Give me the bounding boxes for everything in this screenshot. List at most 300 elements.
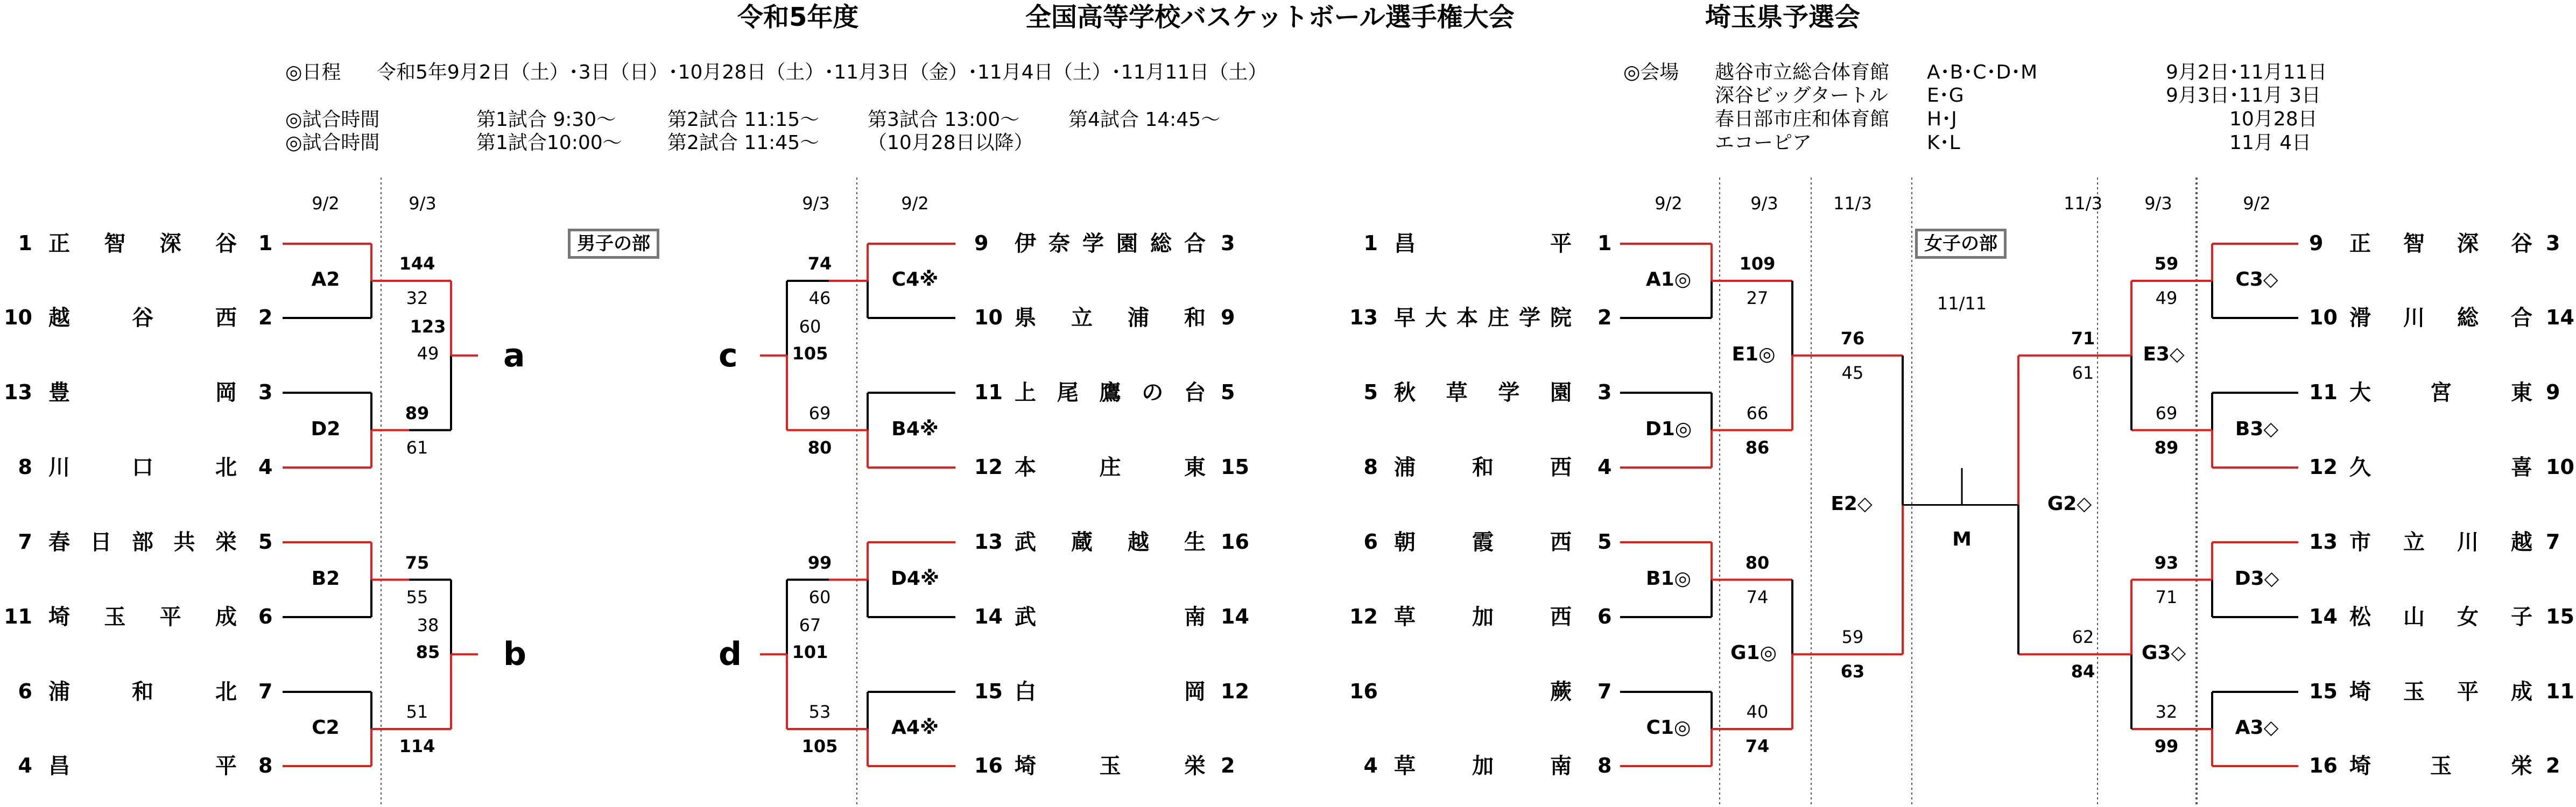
team-seed: 1 xyxy=(18,231,32,255)
team-seed: 4 xyxy=(18,754,32,777)
team-name-char: 久 xyxy=(2349,455,2371,480)
team-slot: 3 xyxy=(258,380,273,404)
team-name-char: 台 xyxy=(1184,380,1206,405)
team-seed: 7 xyxy=(2546,530,2560,554)
team-name-char: 草 xyxy=(1394,605,1416,629)
team-name-char: 東 xyxy=(1184,455,1206,480)
team-name-char: 園 xyxy=(1550,380,1572,405)
game-label: G1◎ xyxy=(1730,642,1777,664)
team-slot: 2 xyxy=(258,306,273,329)
team-name-char: 栄 xyxy=(215,530,237,555)
team-name xyxy=(1394,307,1572,329)
team-name-char: 武 xyxy=(1015,605,1036,629)
team-name-char: 加 xyxy=(1472,605,1494,629)
team-slot: 2 xyxy=(1597,306,1612,329)
game-label: B3◇ xyxy=(2235,417,2279,440)
team-slot: 13 xyxy=(974,530,1003,554)
team-name-char: 蔵 xyxy=(1071,530,1093,555)
team-name xyxy=(2349,233,2532,254)
round-date-header: 9/3 xyxy=(802,193,830,214)
team-name-char: 南 xyxy=(1550,754,1572,778)
team-name-char: 栄 xyxy=(2511,754,2532,778)
score: 84 xyxy=(2071,661,2095,682)
score: 85 xyxy=(416,642,440,663)
team-name-char: 生 xyxy=(1184,530,1206,555)
team-slot: 10 xyxy=(2309,306,2338,329)
score: 49 xyxy=(2155,288,2178,308)
team-name-char: 総 xyxy=(2457,306,2479,330)
team-name-char: 東 xyxy=(2511,380,2532,405)
score: 60 xyxy=(799,316,821,337)
team-seed: 2 xyxy=(2546,754,2560,777)
score: 63 xyxy=(1840,661,1865,682)
game-label: A1◎ xyxy=(1645,268,1692,291)
team-name-char: 白 xyxy=(1015,679,1036,704)
team-name xyxy=(48,457,237,478)
team-name xyxy=(1015,382,1206,404)
team-slot: 4 xyxy=(1597,455,1612,479)
team-name xyxy=(1394,606,1572,628)
game-label: E3◇ xyxy=(2143,343,2185,365)
score: 51 xyxy=(406,702,428,722)
venue-name: 越谷市立総合体育館 xyxy=(1715,61,1890,83)
team-name-char: 立 xyxy=(2403,530,2425,555)
team-seed: 2 xyxy=(1221,754,1235,777)
schedule-label: ◎日程 xyxy=(285,61,341,83)
team-slot: 13 xyxy=(2309,530,2338,554)
team-slot: 3 xyxy=(1597,380,1612,404)
team-name xyxy=(1015,606,1206,628)
team-name-char: 春 xyxy=(48,530,70,555)
score: 61 xyxy=(2072,362,2094,383)
score: 60 xyxy=(808,586,831,607)
game-label: B4※ xyxy=(891,417,939,440)
bracket-result-label: d xyxy=(719,635,742,674)
team-name xyxy=(1015,457,1206,478)
team-seed: 15 xyxy=(1221,455,1249,479)
bracket-result-label: c xyxy=(719,336,738,374)
score: 61 xyxy=(406,437,428,458)
team-slot: 11 xyxy=(2309,380,2338,404)
score: 32 xyxy=(2155,702,2178,722)
boys-section-label: 男子の部 xyxy=(568,229,659,259)
game-label: E1◎ xyxy=(1732,343,1776,365)
team-slot: 14 xyxy=(974,605,1003,628)
bracket-result-label: b xyxy=(503,635,526,674)
score: 123 xyxy=(410,316,446,337)
round-date-header: 9/3 xyxy=(409,193,437,214)
team-slot: 12 xyxy=(2309,455,2338,479)
team-name-char: 学 xyxy=(1082,231,1104,256)
team-name-char: 県 xyxy=(1015,306,1036,330)
game-label: D4※ xyxy=(891,567,939,590)
team-seed: 10 xyxy=(4,306,32,329)
team-name-char: 松 xyxy=(2349,605,2371,629)
team-slot: 5 xyxy=(1597,530,1612,554)
team-name-char: 正 xyxy=(48,231,70,256)
team-seed: 5 xyxy=(1363,380,1378,404)
time-1-2: 第2試合 11:15～ xyxy=(667,109,820,131)
score: 105 xyxy=(801,736,838,756)
game-label: C2 xyxy=(312,717,340,739)
round-date-header: 11/3 xyxy=(2064,193,2102,214)
team-name-char: 栄 xyxy=(1184,754,1206,778)
team-name-char: 蕨 xyxy=(1550,679,1572,704)
venue-label: ◎会場 xyxy=(1623,61,1679,83)
team-name xyxy=(48,532,237,553)
team-name-char: 西 xyxy=(1550,455,1572,480)
team-name-char: 上 xyxy=(1015,380,1036,405)
score: 109 xyxy=(1739,253,1776,274)
score: 62 xyxy=(2072,627,2094,648)
time-2-3: （10月28日以降） xyxy=(868,132,1033,154)
team-name-char: 口 xyxy=(132,455,153,480)
score: 74 xyxy=(1745,736,1770,756)
team-name-char: 埼 xyxy=(2349,679,2371,704)
team-seed: 11 xyxy=(2546,679,2574,703)
team-name-char: 平 xyxy=(2457,679,2479,704)
final-date: 11/11 xyxy=(1937,293,1987,314)
team-name-char: 尾 xyxy=(1057,380,1079,405)
time-label-2: ◎試合時間 xyxy=(285,132,380,154)
time-label-1: ◎試合時間 xyxy=(285,109,380,131)
venue-name: 深谷ビッグタートル xyxy=(1715,84,1888,107)
team-name xyxy=(1394,457,1572,478)
round-date-header: 11/3 xyxy=(1833,193,1872,214)
time-1-1: 第1試合 9:30～ xyxy=(476,109,616,131)
team-name-char: 市 xyxy=(2349,530,2371,555)
venue-dates: 9月3日･11月 3日 xyxy=(2166,84,2321,107)
team-slot: 9 xyxy=(974,231,989,255)
team-name-char: 喜 xyxy=(2511,455,2532,480)
team-name xyxy=(1015,681,1206,703)
team-name-char: 院 xyxy=(1550,306,1572,330)
score: 99 xyxy=(2154,736,2179,756)
team-name-char: 滑 xyxy=(2349,306,2371,330)
team-name-char: 本 xyxy=(1456,306,1478,330)
game-label: E2◇ xyxy=(1831,492,1873,515)
team-name-char: 学 xyxy=(1498,380,1520,405)
team-name-char: 玉 xyxy=(1099,754,1121,778)
team-name-char: 正 xyxy=(2349,231,2371,256)
venue-courts: K･L xyxy=(1927,132,1960,154)
team-name xyxy=(2349,532,2532,553)
game-label: D3◇ xyxy=(2234,567,2279,590)
venue-dates: 11月 4日 xyxy=(2229,132,2312,154)
team-seed: 6 xyxy=(1363,530,1378,554)
team-name xyxy=(1394,681,1572,703)
score: 46 xyxy=(808,288,831,308)
team-name-char: 越 xyxy=(1128,530,1149,555)
game-label: C3◇ xyxy=(2235,268,2278,291)
team-name-char: 智 xyxy=(104,231,126,256)
team-name-char: 川 xyxy=(48,455,70,480)
title-year: 令和5年度 xyxy=(737,2,859,32)
team-seed: 16 xyxy=(1349,679,1378,703)
round-date-header: 9/2 xyxy=(901,193,929,214)
team-name-char: 部 xyxy=(132,530,153,555)
team-name-char: 武 xyxy=(1015,530,1036,555)
team-name-char: 智 xyxy=(2403,231,2425,256)
round-date-header: 9/2 xyxy=(1655,193,1683,214)
team-name xyxy=(2349,307,2532,329)
team-name-char: 女 xyxy=(2457,605,2479,629)
bracket-result-label: a xyxy=(503,336,525,374)
score: 80 xyxy=(1745,552,1770,573)
game-label: D2 xyxy=(311,417,341,440)
team-name-char: 浦 xyxy=(1128,306,1149,330)
time-1-3: 第3試合 13:00～ xyxy=(868,109,1020,131)
team-name-char: 玉 xyxy=(2403,679,2425,704)
team-name-char: 大 xyxy=(2349,380,2371,405)
team-seed: 11 xyxy=(4,605,32,628)
team-name xyxy=(2349,681,2532,703)
team-name-char: 玉 xyxy=(2430,754,2452,778)
team-slot: 12 xyxy=(974,455,1003,479)
team-name-char: 大 xyxy=(1425,306,1447,330)
score: 59 xyxy=(1841,627,1864,648)
team-name xyxy=(2349,755,2532,777)
round-date-header: 9/2 xyxy=(312,193,340,214)
team-name xyxy=(48,382,237,404)
score: 74 xyxy=(1746,586,1769,607)
team-slot: 8 xyxy=(258,754,273,777)
score: 27 xyxy=(1746,288,1769,308)
team-name-char: 秋 xyxy=(1394,380,1416,405)
team-slot: 1 xyxy=(258,231,273,255)
team-seed: 13 xyxy=(4,380,32,404)
game-label: D1◎ xyxy=(1645,417,1692,440)
team-slot: 6 xyxy=(1597,605,1612,628)
team-name xyxy=(1015,307,1206,329)
score: 38 xyxy=(417,615,439,636)
game-label: C4※ xyxy=(891,268,939,291)
venue-courts: E･G xyxy=(1927,84,1964,107)
team-name-char: 平 xyxy=(159,605,181,629)
team-name-char: 庄 xyxy=(1488,306,1509,330)
team-seed: 5 xyxy=(1221,380,1235,404)
team-name-char: 山 xyxy=(2403,605,2425,629)
team-seed: 9 xyxy=(1221,306,1235,329)
team-slot: 16 xyxy=(974,754,1003,777)
team-slot: 14 xyxy=(2309,605,2338,628)
team-name-char: 谷 xyxy=(132,306,153,330)
venue-courts: H･J xyxy=(1927,108,1957,130)
team-name xyxy=(1394,382,1572,404)
score: 99 xyxy=(807,552,832,573)
team-seed: 15 xyxy=(2546,605,2574,628)
team-seed: 12 xyxy=(1349,605,1378,628)
team-seed: 10 xyxy=(2546,455,2574,479)
team-name-char: 岡 xyxy=(1184,679,1206,704)
team-name-char: 子 xyxy=(2511,605,2532,629)
team-name-char: 朝 xyxy=(1394,530,1416,555)
team-name xyxy=(2349,382,2532,404)
score: 74 xyxy=(807,253,832,274)
score: 80 xyxy=(807,437,832,458)
score: 40 xyxy=(1746,702,1769,722)
team-seed: 14 xyxy=(1221,605,1249,628)
time-2-1: 第1試合10:00～ xyxy=(476,132,622,154)
venue-courts: A･B･C･D･M xyxy=(1927,61,2038,83)
score: 105 xyxy=(792,343,828,364)
team-name xyxy=(1015,532,1206,553)
team-name-char: 合 xyxy=(1184,231,1206,256)
team-name-char: 北 xyxy=(215,679,237,704)
team-slot: 16 xyxy=(2309,754,2338,777)
team-name-char: 加 xyxy=(1472,754,1494,778)
team-name-char: 浦 xyxy=(1394,455,1416,480)
game-label: G3◇ xyxy=(2141,642,2186,664)
team-name-char: 越 xyxy=(48,306,70,330)
score: 45 xyxy=(1841,362,1864,383)
team-name-char: 学 xyxy=(1519,306,1540,330)
score: 89 xyxy=(405,402,430,423)
team-name-char: 園 xyxy=(1116,231,1138,256)
score: 53 xyxy=(808,702,831,722)
team-slot: 7 xyxy=(258,679,273,703)
score: 69 xyxy=(808,402,831,423)
team-name-char: 深 xyxy=(2457,231,2479,256)
score: 93 xyxy=(2154,552,2179,573)
game-label: G2◇ xyxy=(2047,492,2092,515)
team-name-char: 日 xyxy=(90,530,112,555)
team-seed: 16 xyxy=(1221,530,1249,554)
score: 76 xyxy=(1840,328,1865,349)
team-name xyxy=(1015,233,1206,254)
game-label: A2 xyxy=(311,268,340,291)
score: 49 xyxy=(417,343,439,364)
team-slot: 5 xyxy=(258,530,273,554)
team-seed: 13 xyxy=(1349,306,1378,329)
venue-dates: 9月2日･11月11日 xyxy=(2166,61,2327,83)
score: 144 xyxy=(399,253,435,274)
score: 71 xyxy=(2155,586,2178,607)
team-name-char: 浦 xyxy=(48,679,70,704)
team-name-char: 埼 xyxy=(1015,754,1036,778)
team-name xyxy=(1015,755,1206,777)
team-name-char: 平 xyxy=(215,754,237,778)
team-seed: 7 xyxy=(18,530,32,554)
team-slot: 7 xyxy=(1597,679,1612,703)
team-name-char: 越 xyxy=(2511,530,2532,555)
team-name xyxy=(2349,457,2532,478)
team-seed: 8 xyxy=(1363,455,1378,479)
girls-section-label: 女子の部 xyxy=(1915,229,2007,259)
team-name-char: 和 xyxy=(132,679,153,704)
team-name-char: 伊 xyxy=(1015,231,1036,256)
team-slot: 9 xyxy=(2309,231,2324,255)
team-name-char: 埼 xyxy=(48,605,70,629)
team-name-char: 谷 xyxy=(2511,231,2532,256)
score: 32 xyxy=(406,288,428,308)
team-name-char: 岡 xyxy=(215,380,237,405)
team-name xyxy=(48,606,237,628)
score: 69 xyxy=(2155,402,2178,423)
team-name-char: 川 xyxy=(2403,306,2425,330)
team-name-char: 平 xyxy=(1550,231,1572,256)
score: 67 xyxy=(799,615,821,636)
venue-dates: 10月28日 xyxy=(2229,108,2318,130)
team-name xyxy=(48,755,237,777)
team-seed: 9 xyxy=(2546,380,2560,404)
team-name-char: 草 xyxy=(1446,380,1468,405)
score: 66 xyxy=(1746,402,1769,423)
team-name-char: 成 xyxy=(2511,679,2532,704)
team-name-char: 立 xyxy=(1071,306,1093,330)
team-slot: 11 xyxy=(974,380,1003,404)
title-region: 埼玉県予選会 xyxy=(1705,2,1861,32)
team-name-char: 本 xyxy=(1015,455,1036,480)
score: 114 xyxy=(399,736,435,756)
team-name-char: 玉 xyxy=(104,605,126,629)
team-name-char: 谷 xyxy=(215,231,237,256)
team-seed: 6 xyxy=(18,679,32,703)
team-seed: 12 xyxy=(1221,679,1249,703)
team-seed: 1 xyxy=(1363,231,1378,255)
team-name xyxy=(2349,606,2532,628)
score: 89 xyxy=(2154,437,2179,458)
team-seed: 3 xyxy=(1221,231,1235,255)
team-name-char: 豊 xyxy=(48,380,70,405)
team-name xyxy=(1394,233,1572,254)
round-date-header: 9/3 xyxy=(2144,193,2172,214)
team-name-char: 奈 xyxy=(1048,231,1070,256)
time-2-2: 第2試合 11:45～ xyxy=(667,132,820,154)
team-slot: 10 xyxy=(974,306,1003,329)
team-seed: 4 xyxy=(1363,754,1378,777)
team-name xyxy=(48,681,237,703)
game-label: A4※ xyxy=(891,717,939,739)
score: 55 xyxy=(406,586,428,607)
time-1-4: 第4試合 14:45～ xyxy=(1068,109,1221,131)
final-game-label: M xyxy=(1952,528,1972,550)
team-slot: 15 xyxy=(2309,679,2338,703)
team-name-char: 合 xyxy=(2511,306,2532,330)
team-name-char: 和 xyxy=(1184,306,1206,330)
game-label: B1◎ xyxy=(1646,567,1691,590)
venue-name: 春日部市庄和体育館 xyxy=(1715,108,1890,130)
team-slot: 1 xyxy=(1597,231,1612,255)
team-seed: 3 xyxy=(2546,231,2560,255)
score: 59 xyxy=(2154,253,2179,274)
team-name-char: 庄 xyxy=(1099,455,1121,480)
team-name-char: 成 xyxy=(215,605,237,629)
team-name-char: 宮 xyxy=(2430,380,2452,405)
team-name-char: 西 xyxy=(1550,605,1572,629)
team-name-char: 早 xyxy=(1394,306,1416,330)
team-name xyxy=(1394,755,1572,777)
round-date-header: 9/3 xyxy=(1750,193,1778,214)
team-name-char: 深 xyxy=(159,231,181,256)
team-name-char: 西 xyxy=(1550,530,1572,555)
team-name-char: 川 xyxy=(2457,530,2479,555)
venue-name: エコーピア xyxy=(1715,132,1812,154)
team-name-char: 西 xyxy=(215,306,237,330)
schedule-dates: 令和5年9月2日（土）･3日（日）･10月28日（土）･11月3日（金）･11月4日（土）･11月11日（土） xyxy=(377,61,1268,83)
team-slot: 8 xyxy=(1597,754,1612,777)
team-name-char: 和 xyxy=(1472,455,1494,480)
team-name xyxy=(48,233,237,254)
game-label: B2 xyxy=(311,567,340,590)
team-slot: 4 xyxy=(258,455,273,479)
team-name-char: 昌 xyxy=(48,754,70,778)
team-name-char: 北 xyxy=(215,455,237,480)
team-name-char: 南 xyxy=(1184,605,1206,629)
team-seed: 8 xyxy=(18,455,32,479)
team-name xyxy=(48,307,237,329)
team-name xyxy=(1394,532,1572,553)
